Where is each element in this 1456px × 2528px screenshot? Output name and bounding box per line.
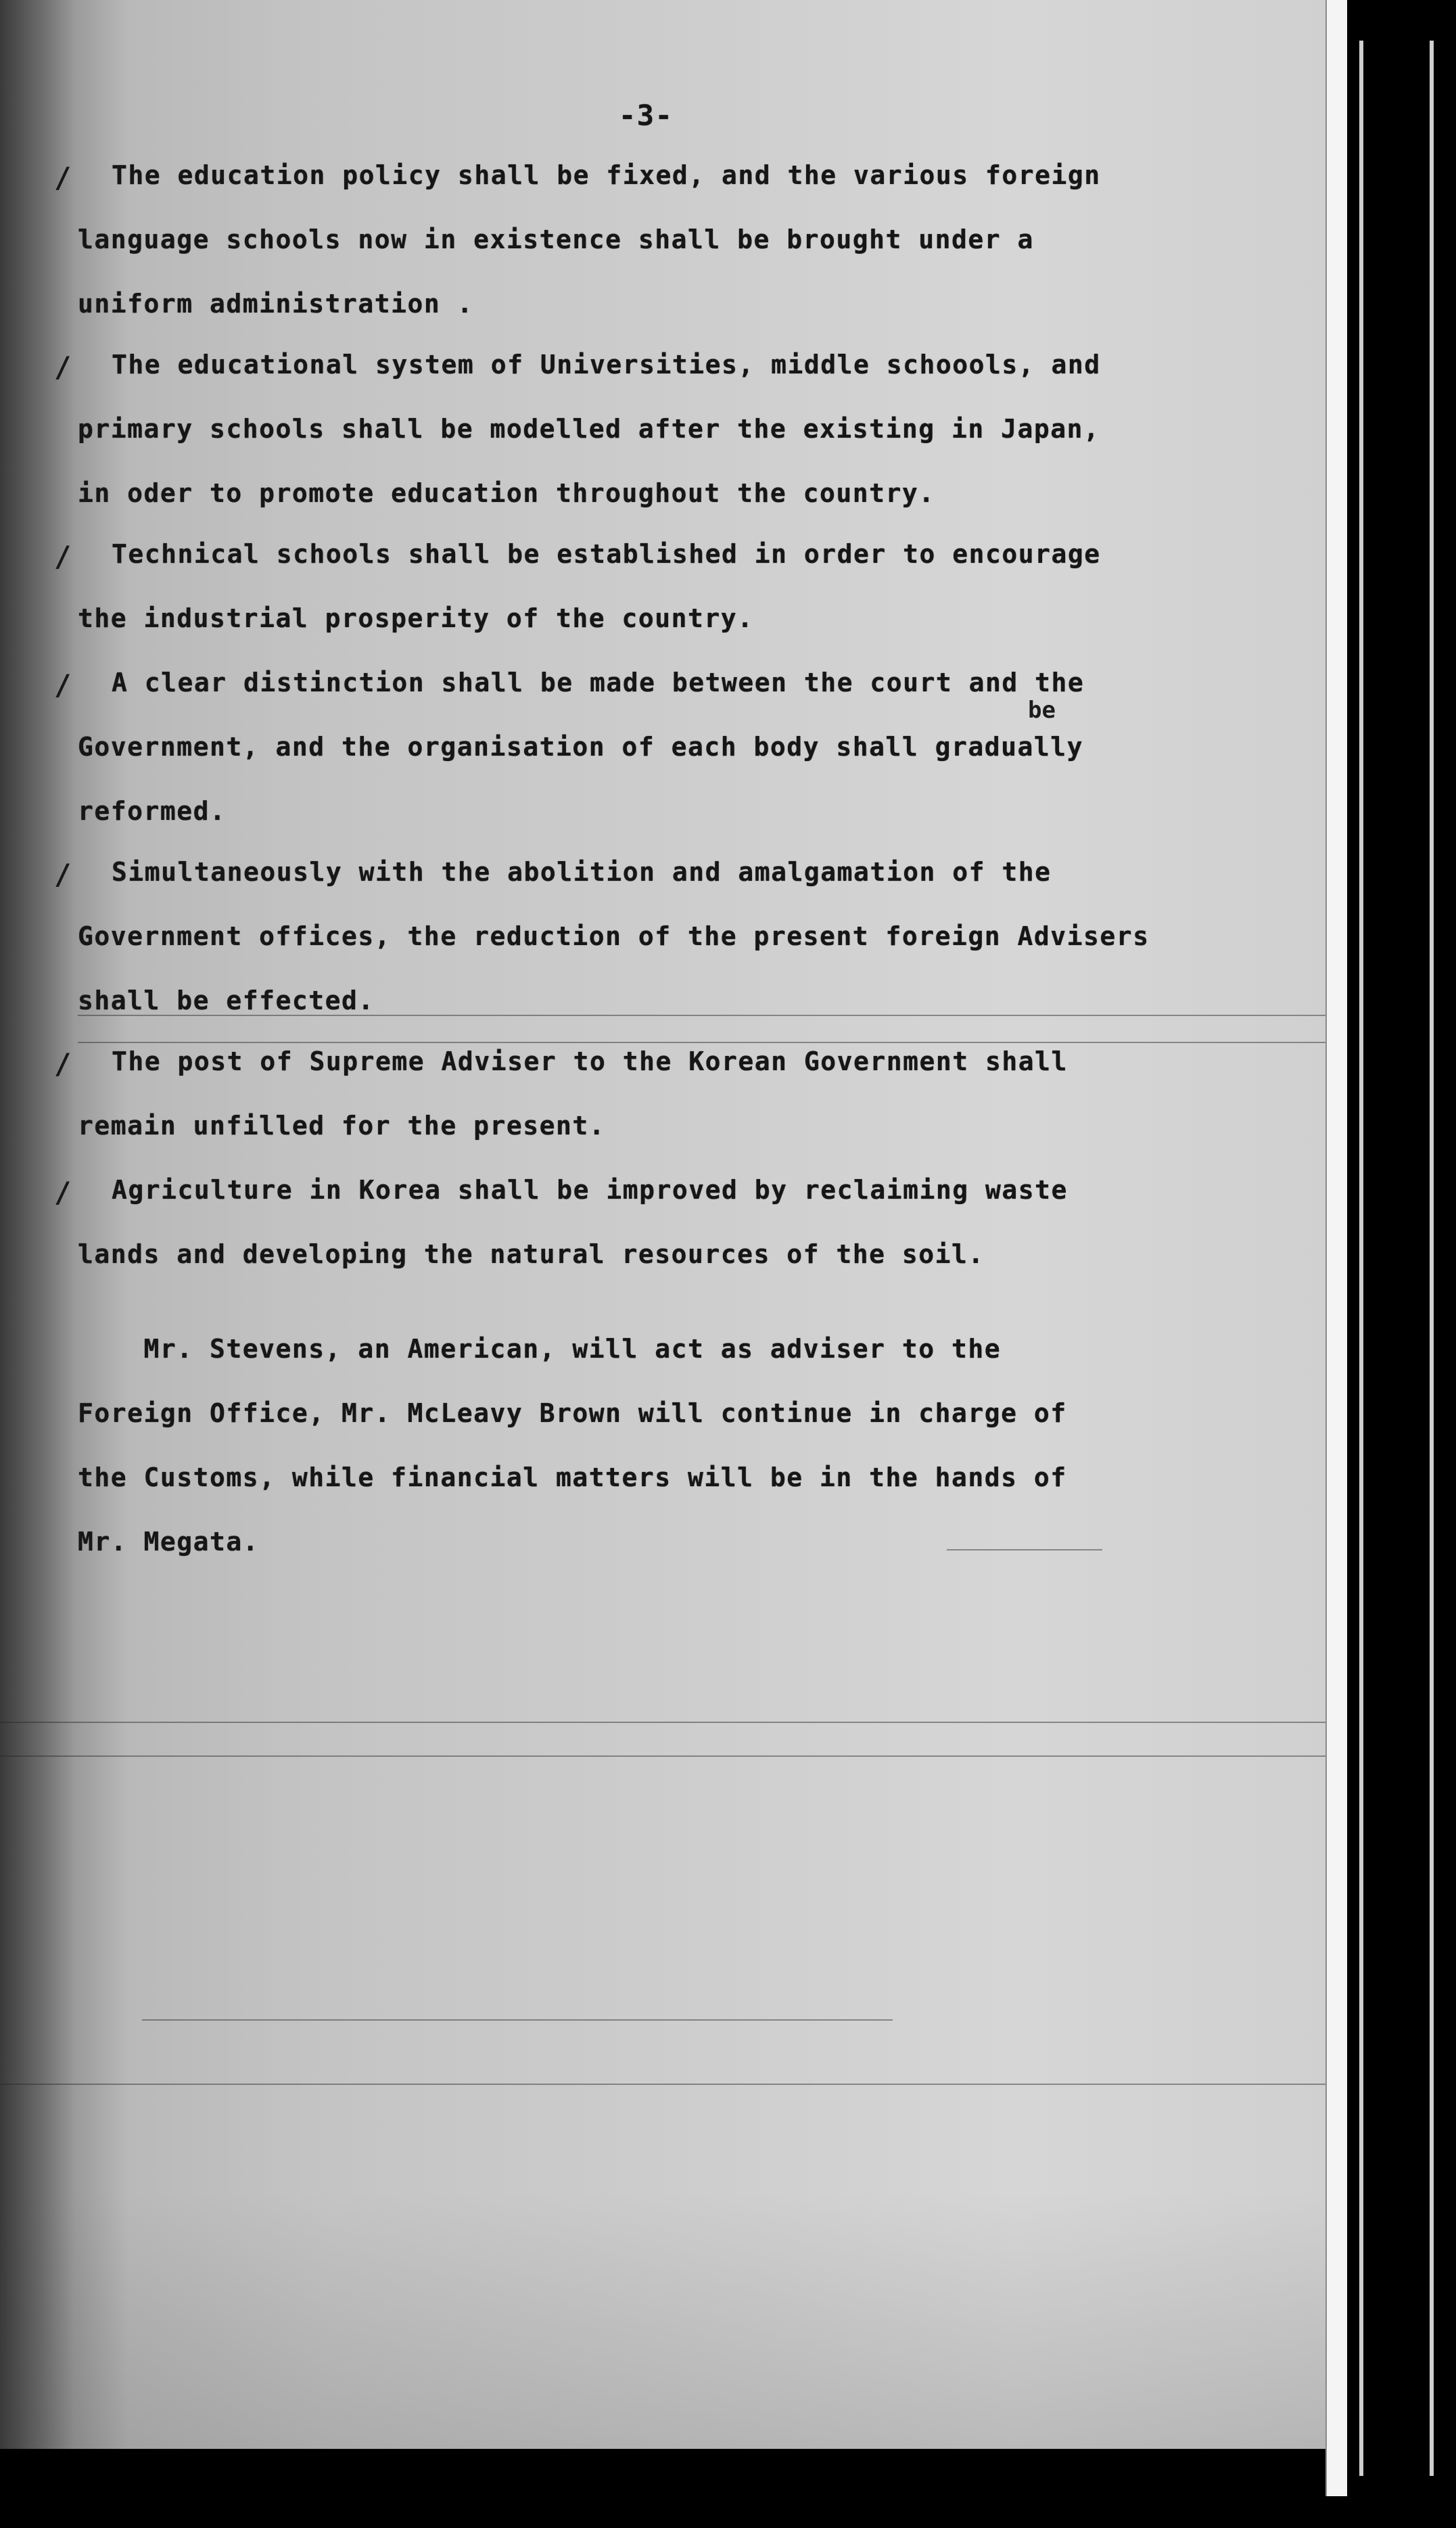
item-2-line-3: in oder to promote education throughout the country. — [78, 478, 935, 508]
ruled-line — [78, 1042, 1329, 1043]
item-5-line-1: Simultaneously with the abolition and amalgamation of the — [112, 857, 1052, 887]
item-4-line-1: A clear distinction shall be made between the court and the — [112, 668, 1085, 697]
item-1-line-3: uniform administration . — [78, 289, 474, 319]
item-7-line-2: lands and developing the natural resources of the soil. — [78, 1239, 985, 1269]
page-edge — [1325, 0, 1347, 2496]
closing-line-1: Mr. Stevens, an American, will act as adviser to the — [78, 1334, 1002, 1364]
ruled-line — [142, 2019, 893, 2021]
ruled-line — [0, 1722, 1336, 1723]
item-1-line-1: The education policy shall be fixed, and the various foreign — [112, 160, 1101, 190]
ruled-line — [947, 1549, 1102, 1550]
page-number: -3- — [619, 99, 674, 132]
item-4-line-2: Government, and the organisation of each body shall gradually — [78, 732, 1084, 762]
ruled-line — [0, 2084, 1336, 2085]
item-2-line-1: The educational system of Universities, middle schoools, and — [112, 350, 1101, 380]
item-3-line-1: Technical schools shall be established in order to encourage — [112, 539, 1101, 569]
closing-line-4: Mr. Megata. — [78, 1527, 260, 1557]
item-5-line-2: Government offices, the reduction of the present foreign Advisers — [78, 921, 1150, 951]
item-marker: / — [54, 668, 72, 702]
item-7-line-1: Agriculture in Korea shall be improved by reclaiming waste — [112, 1175, 1068, 1205]
item-2-line-2: primary schools shall be modelled after the existing in Japan, — [78, 414, 1100, 444]
item-1-line-2: language schools now in existence shall be brought under a — [78, 225, 1034, 254]
item-4-line-3: reformed. — [78, 796, 227, 826]
item-marker: / — [54, 858, 72, 891]
item-marker: / — [54, 350, 72, 384]
ruled-line — [0, 1755, 1336, 1757]
item-3-line-2: the industrial prosperity of the country. — [78, 603, 754, 633]
item-6-line-2: remain unfilled for the present. — [78, 1111, 606, 1141]
item-marker: / — [54, 1176, 72, 1209]
item-6-line-1: The post of Supreme Adviser to the Korean Government shall — [112, 1047, 1068, 1076]
item-marker: / — [54, 540, 72, 573]
item-5-line-3: shall be effected. — [78, 986, 375, 1015]
item-marker: / — [54, 1047, 72, 1080]
item-marker: / — [54, 161, 72, 194]
closing-line-2: Foreign Office, Mr. McLeavy Brown will continue in charge of — [78, 1398, 1067, 1428]
closing-line-3: the Customs, while financial matters will be in the hands of — [78, 1463, 1067, 1492]
film-strip-border — [1359, 41, 1434, 2476]
handwritten-insertion: be — [1028, 697, 1056, 724]
